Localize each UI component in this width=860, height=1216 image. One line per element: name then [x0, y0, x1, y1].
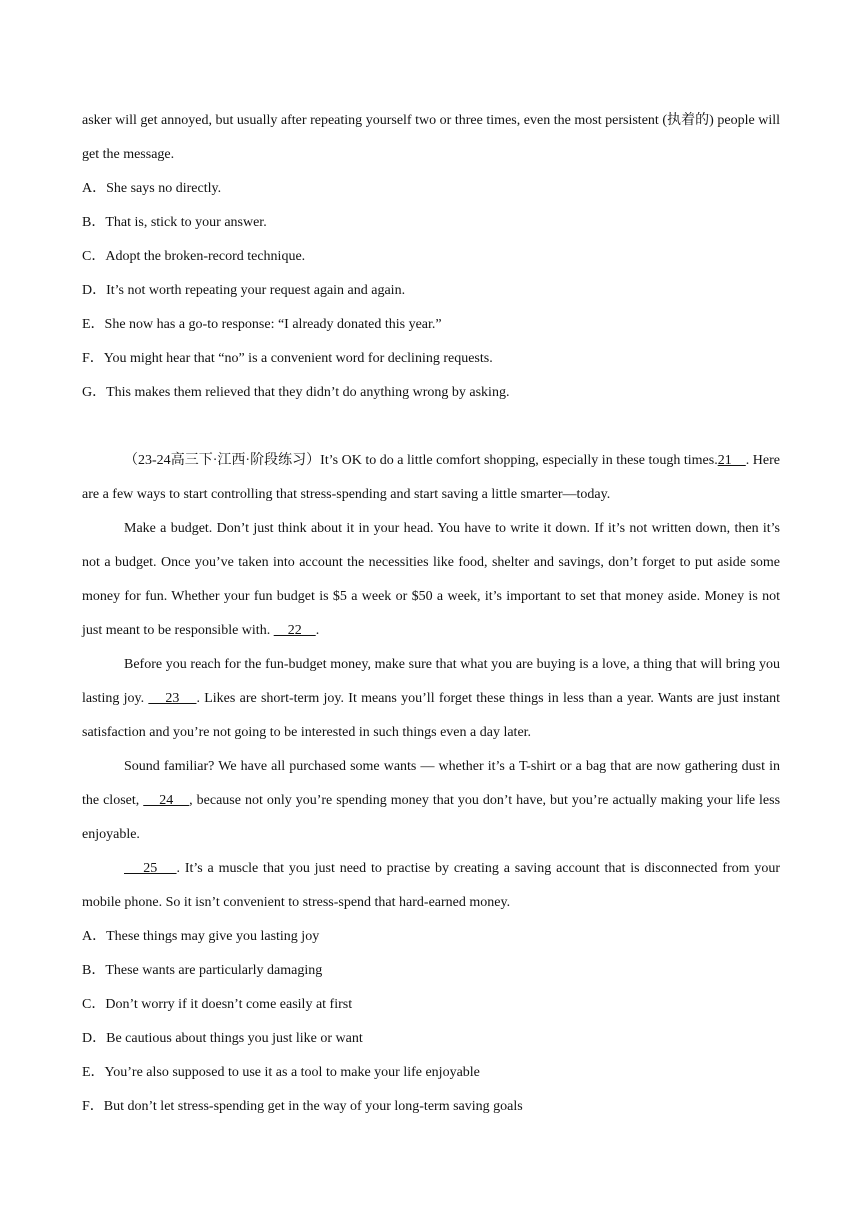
blank-23: 23	[148, 691, 197, 706]
paragraph-intro	[82, 444, 780, 512]
muscle-text: . It’s a muscle that you just need to practise by creating a saving account that is disconnected from your mobile phone. So it isn’t convenient to stress-spend that hard-earned money.	[82, 861, 781, 910]
paragraph-budget	[82, 512, 780, 648]
section-gap	[82, 410, 780, 444]
intro-text: （23-24高三下·江西·阶段练习）It’s OK to do a little comfort shopping, especially in these tough times.	[124, 453, 718, 468]
passage-continuation: asker will get annoyed, but usually after repeating yourself two or three times, even the most persistent (执着的) people will get the message.	[82, 113, 780, 162]
option-e-2: E．You’re also supposed to use it as a tool to make your life enjoyable	[82, 1065, 480, 1080]
option-e: E．She now has a go-to response: “I already donated this year.”	[82, 317, 442, 332]
blank-21: 21	[717, 453, 746, 468]
blank-24: 24	[143, 793, 190, 808]
option-b-2: B．These wants are particularly damaging	[82, 963, 323, 978]
option-d-2: D．Be cautious about things you just like or want	[82, 1031, 363, 1046]
option-b: B．That is, stick to your answer.	[82, 215, 267, 230]
option-d: D．It’s not worth repeating your request again and again.	[82, 283, 406, 298]
option-f-2: F．But don’t let stress-spending get in the way of your long-term saving goals	[82, 1099, 523, 1114]
option-c: C．Adopt the broken-record technique.	[82, 249, 306, 264]
blank-22: 22	[273, 623, 316, 638]
familiar-text-end: , because not only you’re spending money that you don’t have, but you’re actually making your life less enjoyable.	[82, 793, 781, 842]
option-c-2: C．Don’t worry if it doesn’t come easily at first	[82, 997, 353, 1012]
document-page	[82, 104, 780, 1124]
paragraph-love	[82, 648, 780, 750]
intro-text-end: . Here are a few ways to start controlling that stress-spending and start saving a little smarter—today.	[82, 453, 781, 502]
option-a: A．She says no directly.	[82, 181, 222, 196]
budget-text: Make a budget. Don’t just think about it in your head. You have to write it down. If it’s not written down, then it’s not a budget. Once you’ve taken into account the necessities like food, shelter and savings, don’t forget to put aside some money for fun. Whether your fun budget is $5 a week or $50 a week, it’s important to set that money aside. Money is not just meant to be responsible with.	[82, 521, 780, 638]
love-text: Before you reach for the fun-budget money, make sure that what you are buying is a love, a thing that will bring you lasting joy.	[82, 657, 780, 706]
paragraph-muscle	[82, 852, 780, 920]
familiar-text: Sound familiar? We have all purchased some wants — whether it’s a T-shirt or a bag that are now gathering dust in the closet,	[82, 759, 780, 808]
paragraph-familiar	[82, 750, 780, 852]
option-g: G．This makes them relieved that they didn’t do anything wrong by asking.	[82, 385, 510, 400]
budget-text-end: .	[315, 623, 320, 638]
option-f: F．You might hear that “no” is a convenient word for declining requests.	[82, 351, 493, 366]
blank-25: 25	[124, 861, 177, 876]
option-a-2: A．These things may give you lasting joy	[82, 929, 320, 944]
love-text-end: . Likes are short-term joy. It means you’ll forget these things in less than a year. Wants are just instant satisfaction and you’re not going to be interested in such things even a day later.	[82, 691, 780, 740]
